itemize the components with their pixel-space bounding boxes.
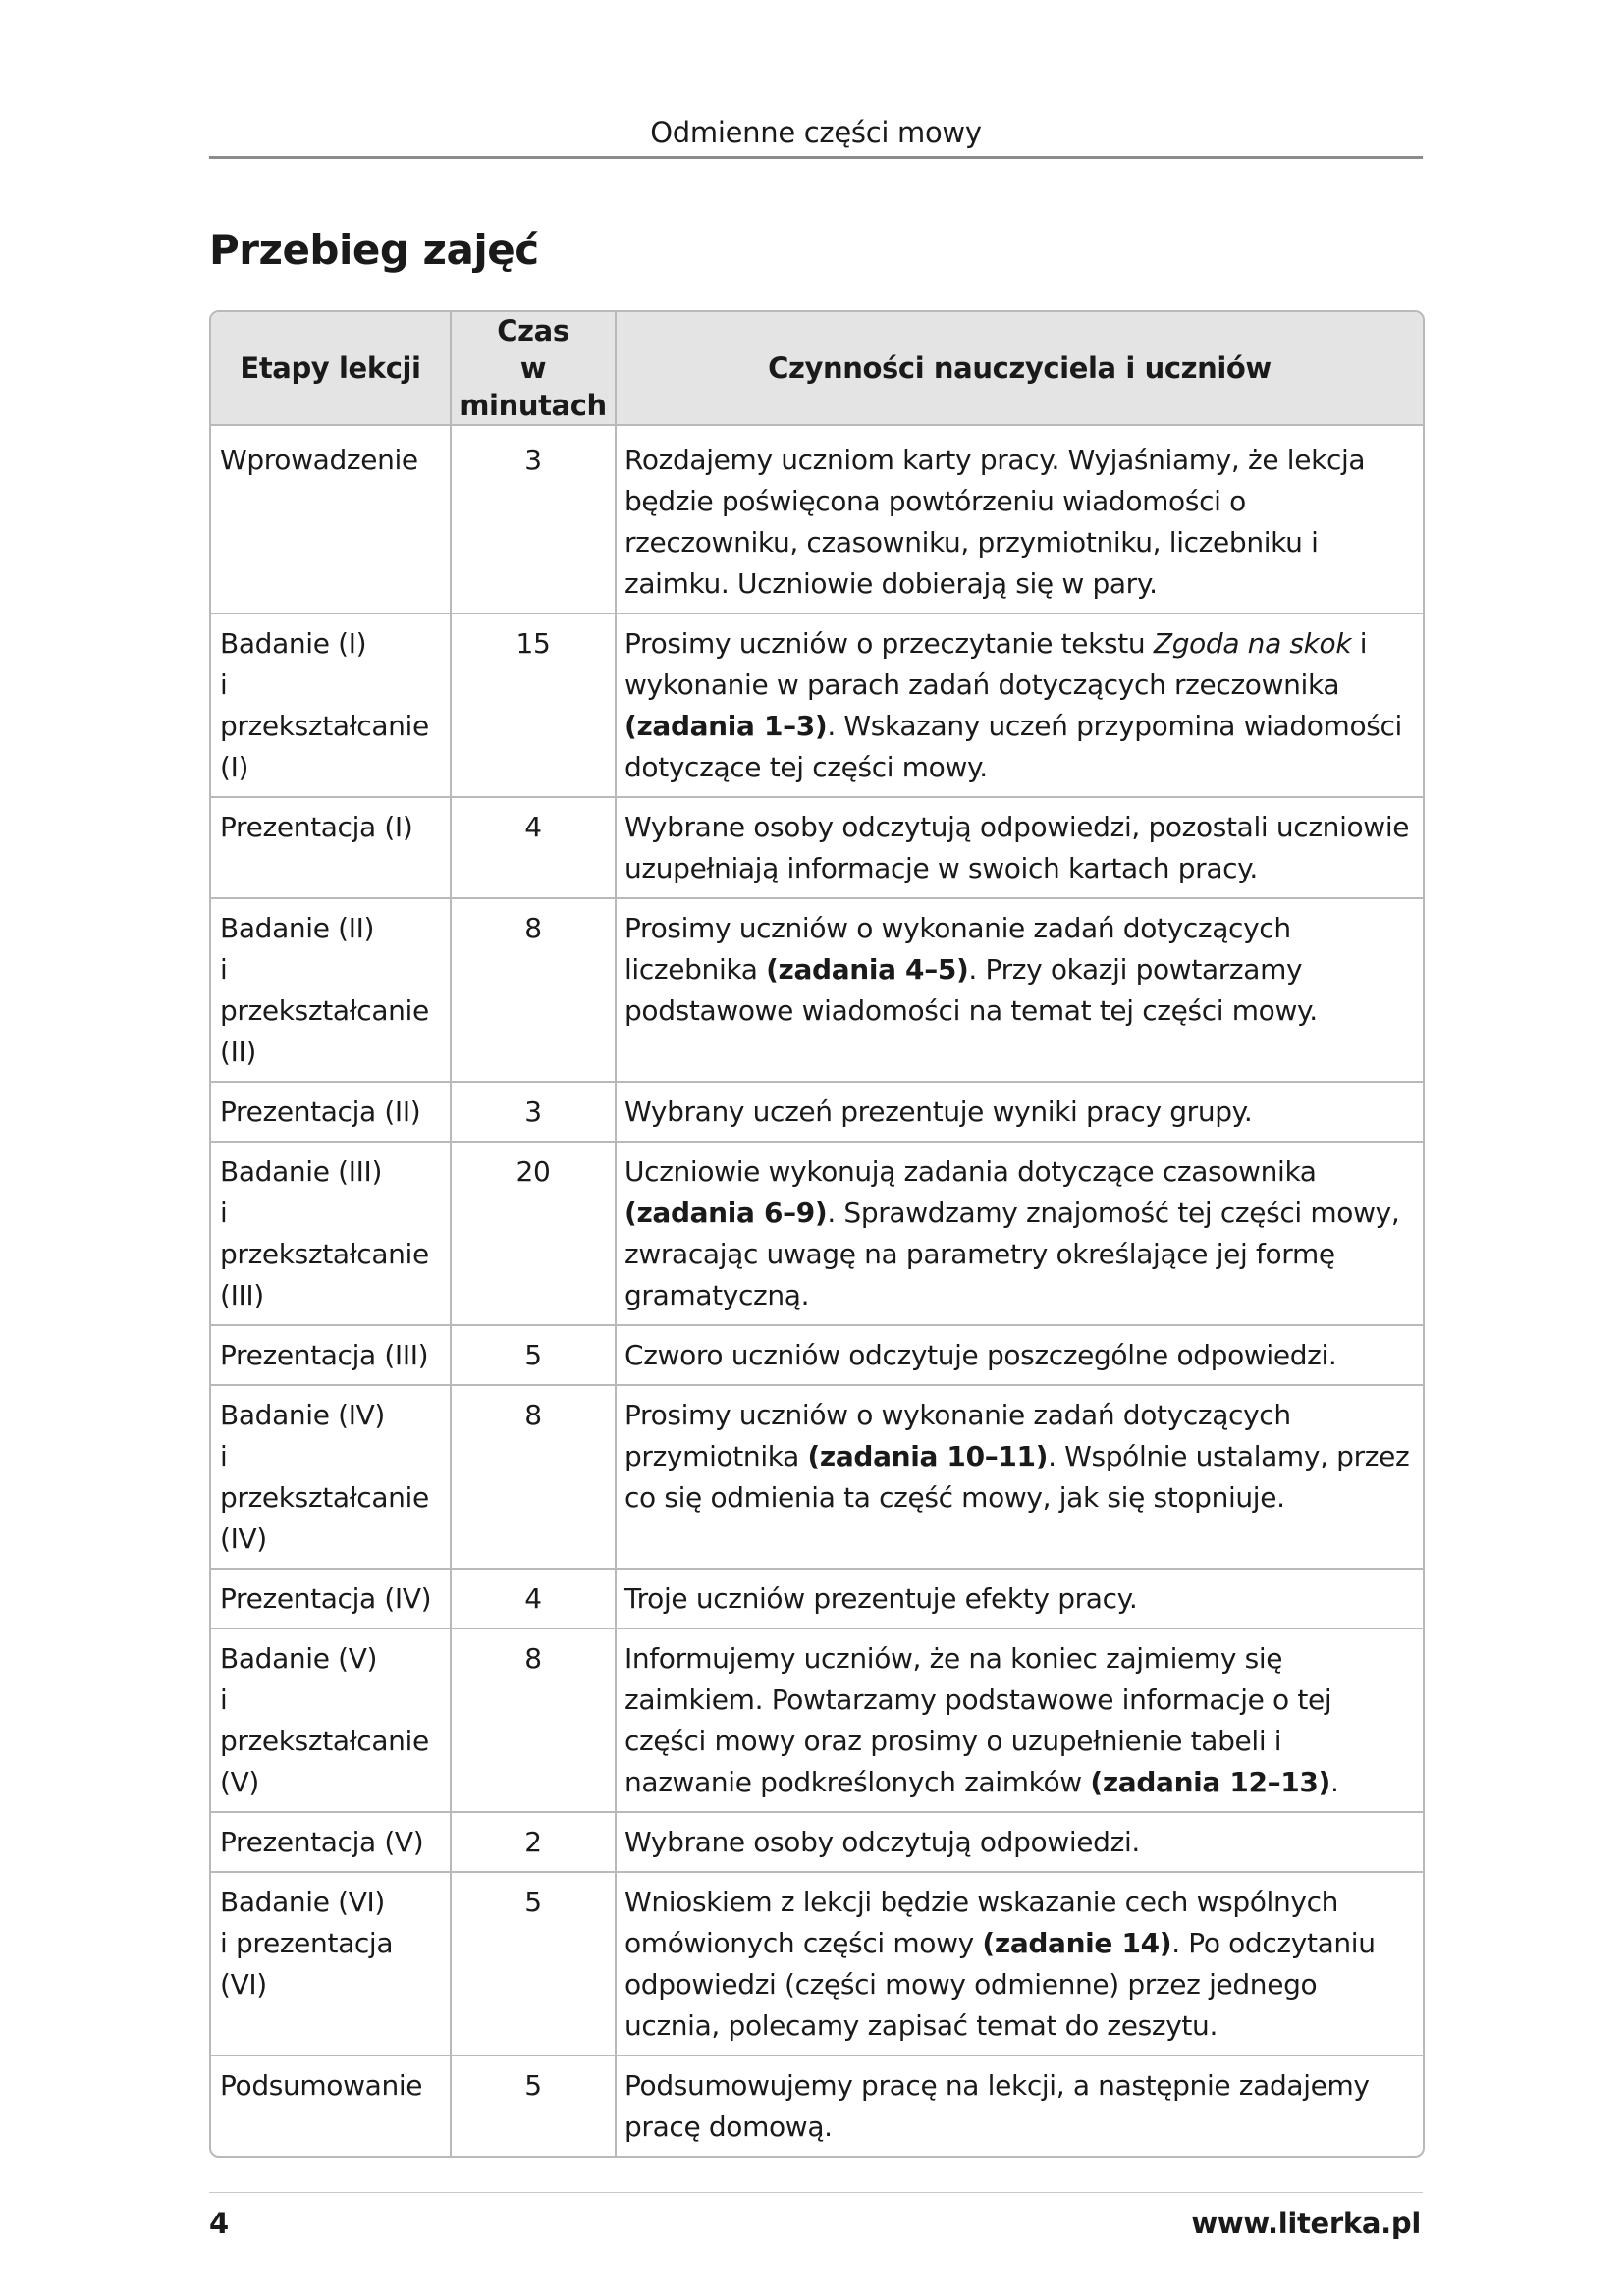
activity-text: Podsumowujemy pracę na lekcji, a następnie zadajemy pracę domową. (624, 2069, 1370, 2143)
time-cell: 20 (451, 1142, 616, 1325)
stage-cell: Badanie (III) i przekształcanie (III) (211, 1142, 451, 1325)
stage-cell: Prezentacja (V) (211, 1812, 451, 1872)
time-cell: 8 (451, 1385, 616, 1569)
table-row (211, 1872, 1423, 2056)
stage-cell: Badanie (IV) i przekształcanie (IV) (211, 1385, 451, 1569)
table-row (211, 1325, 1423, 1385)
activity-text: Wybrane osoby odczytują odpowiedzi, pozostali uczniowie uzupełniają informacje w swoich kartach pracy. (624, 811, 1410, 884)
time-cell: 4 (451, 1569, 616, 1629)
activity-text: Prosimy uczniów o wykonanie zadań dotyczących przymiotnika (624, 1399, 1291, 1472)
activity-text: Wnioskiem z lekcji będzie wskazanie cech wspólnych omówionych części mowy (624, 1886, 1339, 1959)
activity-cell (616, 1812, 1423, 1872)
time-cell: 8 (451, 1629, 616, 1812)
stage-cell: Wprowadzenie (220, 444, 418, 476)
lesson-plan-table (209, 310, 1425, 2158)
activity-text: Informujemy uczniów, że na koniec zajmiemy się zaimkiem. Powtarzamy podstawowe informacje o tej części mowy oraz prosimy o uzupełnienie tabeli i nazwanie podkreślonych zaimków (624, 1642, 1332, 1798)
activity-text: Czworo uczniów odczytuje poszczególne odpowiedzi. (624, 1339, 1337, 1371)
activity-cell (616, 2056, 1423, 2156)
time-cell: 3 (451, 425, 616, 614)
activity-cell (616, 797, 1423, 898)
activity-cell (616, 1082, 1423, 1142)
activity-cell (616, 1385, 1423, 1569)
stage-cell: Badanie (I) i przekształcanie (I) (211, 614, 451, 797)
stage-cell: Prezentacja (II) (211, 1082, 451, 1142)
section-title: Przebieg zajęć (209, 226, 539, 274)
header-divider (209, 156, 1423, 159)
time-cell: 2 (451, 1812, 616, 1872)
activity-text: . Przy okazji powtarzamy podstawowe wiadomości na temat tej części mowy. (624, 953, 1318, 1027)
stage-cell: Podsumowanie (211, 2056, 451, 2156)
time-cell: 15 (451, 614, 616, 797)
text-title: Zgoda na skok (1153, 627, 1352, 660)
activity-text: . Wskazany uczeń przypomina wiadomości dotyczące tej części mowy. (624, 710, 1402, 783)
website-url: www.literka.pl (1191, 2207, 1421, 2240)
time-cell: 8 (451, 898, 616, 1082)
stage-cell: Prezentacja (IV) (211, 1569, 451, 1629)
table-header-row (211, 312, 1423, 425)
activity-text: Wybrany uczeń prezentuje wyniki pracy grupy. (624, 1095, 1253, 1128)
activity-text: Rozdajemy uczniom karty pracy. Wyjaśniamy, że lekcja będzie poświęcona powtórzeniu wiadomości o rzeczowniku, czasowniku, przymiotniku, liczebniku i zaimku. Uczniowie dobierają się w pary. (624, 444, 1366, 600)
time-cell: 4 (451, 797, 616, 898)
activity-cell (616, 425, 1423, 614)
footer-divider (209, 2192, 1423, 2193)
activity-text: . (1329, 1766, 1339, 1798)
task-reference: (zadania 4–5) (766, 953, 969, 986)
activity-cell (616, 1325, 1423, 1385)
time-cell: 5 (451, 1872, 616, 2056)
stage-cell: Badanie (VI) i prezentacja (VI) (211, 1872, 451, 2056)
table-row (211, 797, 1423, 898)
table-row (211, 614, 1423, 797)
table-row (211, 1569, 1423, 1629)
activity-text: i wykonanie w parach zadań dotyczących rzeczownika (624, 627, 1368, 701)
table-row (211, 898, 1423, 1082)
table-row (211, 1142, 1423, 1325)
activity-cell (616, 1569, 1423, 1629)
header-stage (211, 312, 451, 425)
time-cell: 3 (451, 1082, 616, 1142)
time-cell: 5 (451, 2056, 616, 2156)
page-number: 4 (209, 2207, 230, 2240)
activity-cell (616, 1142, 1423, 1325)
running-title: Odmienne części mowy (650, 116, 982, 149)
header-activities (616, 312, 1423, 425)
time-cell: 5 (451, 1325, 616, 1385)
task-reference: (zadania 10–11) (807, 1440, 1049, 1472)
task-reference: (zadania 12–13) (1090, 1766, 1330, 1798)
activity-text: . Po odczytaniu odpowiedzi (części mowy odmienne) przez jednego ucznia, polecamy zapisać temat do zeszytu. (624, 1927, 1376, 2042)
task-reference: (zadania 1–3) (624, 710, 828, 742)
activity-cell (616, 898, 1423, 1082)
activity-cell (616, 1872, 1423, 2056)
table-row (211, 1812, 1423, 1872)
header-time-line2: w minutach (460, 351, 607, 422)
table-row (211, 1629, 1423, 1812)
header-stage-label: Etapy lekcji (240, 351, 421, 385)
header-activities-label: Czynności nauczyciela i uczniów (768, 351, 1272, 385)
task-reference: (zadania 6–9) (624, 1197, 828, 1229)
table-row (211, 425, 1423, 614)
table-row (211, 1385, 1423, 1569)
table-row (211, 1082, 1423, 1142)
activity-text: Prosimy uczniów o przeczytanie tekstu (624, 627, 1154, 660)
stage-cell: Prezentacja (I) (211, 797, 451, 898)
table-row (211, 2056, 1423, 2156)
stage-cell: Prezentacja (III) (211, 1325, 451, 1385)
header-time-line1: Czas (497, 314, 569, 347)
activity-text: Troje uczniów prezentuje efekty pracy. (624, 1582, 1138, 1615)
activity-cell (616, 1629, 1423, 1812)
task-reference: (zadanie 14) (982, 1927, 1172, 1959)
header-time (451, 312, 616, 425)
activity-cell (616, 614, 1423, 797)
activity-text: . Wspólnie ustalamy, przez co się odmienia ta część mowy, jak się stopniuje. (624, 1440, 1410, 1514)
activity-text: Uczniowie wykonują zadania dotyczące czasownika (624, 1155, 1317, 1188)
stage-cell: Badanie (II) i przekształcanie (II) (211, 898, 451, 1082)
stage-cell: Badanie (V) i przekształcanie (V) (211, 1629, 451, 1812)
activity-text: . Sprawdzamy znajomość tej części mowy, zwracając uwagę na parametry określające jej formę gramatyczną. (624, 1197, 1400, 1311)
activity-text: Prosimy uczniów o wykonanie zadań dotyczących liczebnika (624, 912, 1291, 986)
activity-text: Wybrane osoby odczytują odpowiedzi. (624, 1826, 1140, 1858)
